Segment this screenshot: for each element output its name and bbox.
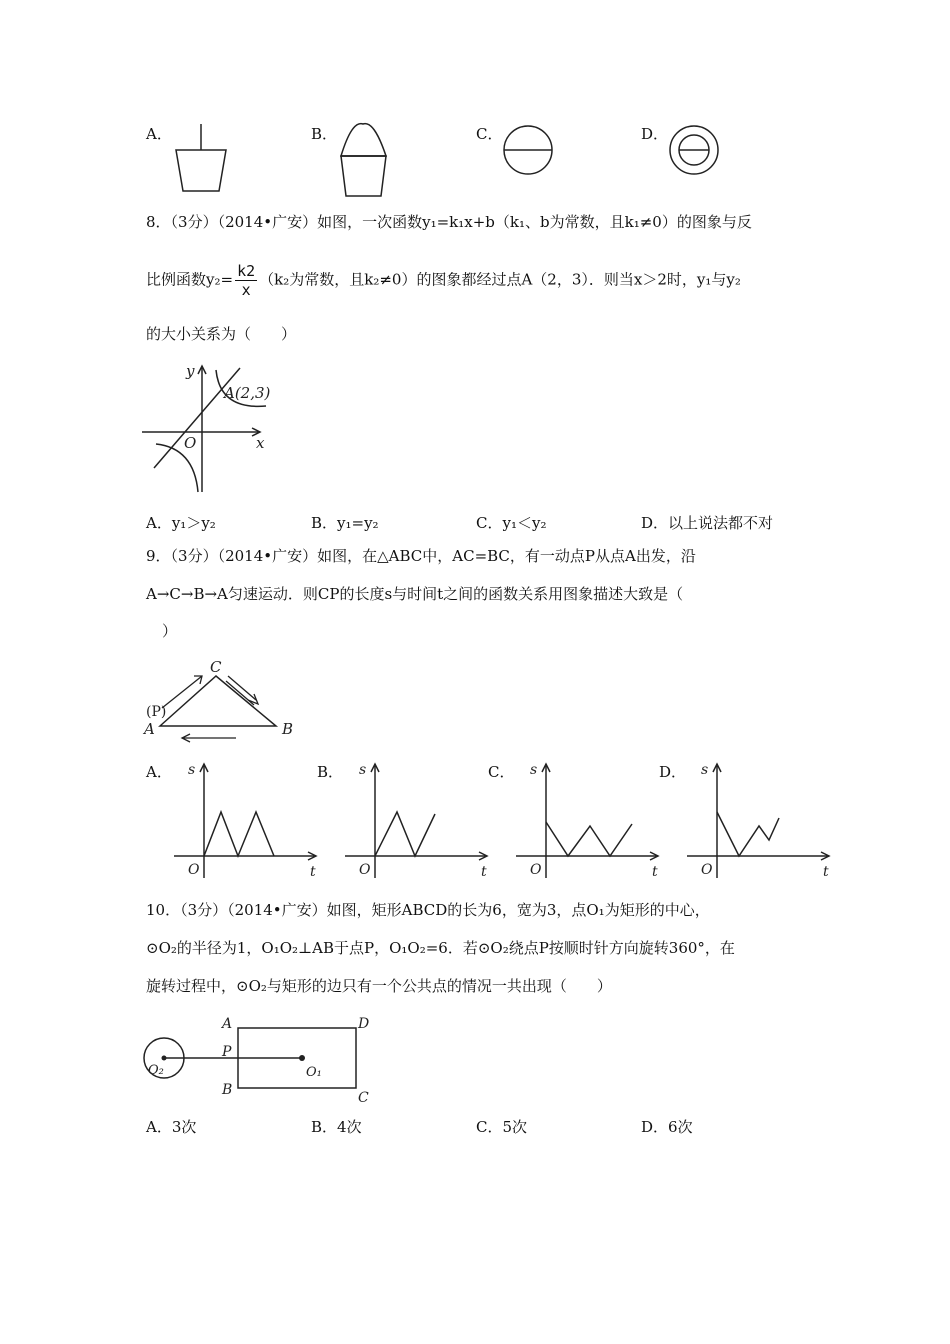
q7-option-c-label: C． bbox=[476, 125, 503, 143]
q9-label-c: C bbox=[210, 658, 222, 676]
q7-figure-c bbox=[502, 124, 554, 176]
q8-y-label: y bbox=[186, 362, 195, 380]
q9-graph-c-s-label: s bbox=[530, 762, 538, 778]
q10-label-a: A bbox=[222, 1016, 233, 1032]
q7-figure-a bbox=[170, 122, 230, 194]
q10-option-a[interactable]: A．3次 bbox=[146, 1118, 197, 1136]
q9-line3: ） bbox=[162, 622, 178, 640]
q9-graph-b-o-label: O bbox=[359, 862, 371, 878]
q9-graph-d-o-label: O bbox=[701, 862, 713, 878]
q9-label-b: B bbox=[282, 720, 294, 738]
q8-fraction-denominator: x bbox=[241, 281, 251, 299]
q9-graph-c-o-label: O bbox=[530, 862, 542, 878]
q10-option-b[interactable]: B．4次 bbox=[311, 1118, 362, 1136]
q8-line1: 8．（3分）（2014•广安）如图，一次函数y₁=k₁x+b（k₁、b为常数，且k₁≠0）的图象与反 bbox=[146, 213, 752, 231]
q9-graph-c-t-label: t bbox=[652, 864, 658, 880]
q10-line2: ⊙O₂的半径为1，O₁O₂⊥AB于点P，O₁O₂=6．若⊙O₂绕点P按顺时针方向旋转360°，在 bbox=[146, 939, 735, 957]
q10-option-c[interactable]: C．5次 bbox=[476, 1118, 528, 1136]
q9-option-a-label: A． bbox=[146, 763, 172, 781]
q9-graph-d-t-label: t bbox=[823, 864, 829, 880]
q9-graph-a bbox=[170, 760, 320, 880]
q8-x-label: x bbox=[256, 434, 265, 452]
q7-figure-d bbox=[668, 124, 720, 176]
q8-fraction bbox=[235, 262, 257, 299]
q9-graph-d bbox=[683, 760, 833, 880]
q8-fraction-numerator: k2 bbox=[237, 262, 256, 280]
q8-option-c[interactable]: C．y₁＜y₂ bbox=[476, 514, 547, 532]
q7-figure-b bbox=[336, 122, 396, 198]
q9-label-p: (P) bbox=[146, 704, 167, 720]
q8-origin-label: O bbox=[184, 434, 197, 452]
q8-option-d[interactable]: D．以上说法都不对 bbox=[641, 514, 774, 532]
q7-option-a-label: A． bbox=[146, 125, 172, 143]
q8-line2 bbox=[146, 262, 741, 299]
q9-graph-a-s-label: s bbox=[188, 762, 196, 778]
q9-graph-d-s-label: s bbox=[701, 762, 709, 778]
q7-option-d-label: D． bbox=[641, 125, 669, 143]
q9-graph-b bbox=[341, 760, 491, 880]
q9-option-c-label: C． bbox=[488, 763, 515, 781]
q8-point-label: A(2,3) bbox=[224, 384, 271, 402]
q10-label-b: B bbox=[222, 1082, 233, 1098]
q7-option-b-label: B． bbox=[311, 125, 338, 143]
q8-option-a[interactable]: A．y₁＞y₂ bbox=[146, 514, 216, 532]
q10-figure bbox=[140, 1014, 380, 1106]
q9-option-d-label: D． bbox=[659, 763, 687, 781]
q10-label-o2: O₂ bbox=[148, 1063, 164, 1078]
q9-graph-a-o-label: O bbox=[188, 862, 200, 878]
q9-graph-c bbox=[512, 760, 662, 880]
q8-line2-post: （k₂为常数，且k₂≠0）的图象都经过点A（2，3）．则当x＞2时，y₁与y₂ bbox=[259, 270, 741, 289]
q10-line3: 旋转过程中，⊙O₂与矩形的边只有一个公共点的情况一共出现（ ） bbox=[146, 977, 612, 995]
q10-label-o1: O₁ bbox=[306, 1065, 322, 1080]
q9-line2: A→C→B→A匀速运动．则CP的长度s与时间t之间的函数关系用图象描述大致是（ bbox=[146, 585, 684, 603]
q10-line1: 10．（3分）（2014•广安）如图，矩形ABCD的长为6，宽为3，点O₁为矩形的中心， bbox=[146, 901, 710, 919]
q9-graph-a-t-label: t bbox=[310, 864, 316, 880]
q9-triangle-figure bbox=[140, 656, 300, 746]
q8-line3: 的大小关系为（ ） bbox=[146, 325, 297, 343]
q8-figure bbox=[142, 360, 282, 496]
q8-option-b[interactable]: B．y₁=y₂ bbox=[311, 514, 379, 532]
q10-label-p: P bbox=[222, 1044, 232, 1060]
q9-line1: 9．（3分）（2014•广安）如图，在△ABC中，AC=BC，有一动点P从点A出发，沿 bbox=[146, 547, 696, 565]
q9-graph-b-s-label: s bbox=[359, 762, 367, 778]
q10-label-c: C bbox=[358, 1090, 369, 1106]
q9-option-b-label: B． bbox=[317, 763, 344, 781]
q9-label-a: A bbox=[144, 720, 155, 738]
q9-graph-b-t-label: t bbox=[481, 864, 487, 880]
q10-label-d: D bbox=[358, 1016, 370, 1032]
q10-option-d[interactable]: D．6次 bbox=[641, 1118, 693, 1136]
q8-line2-pre: 比例函数y₂= bbox=[146, 270, 234, 289]
